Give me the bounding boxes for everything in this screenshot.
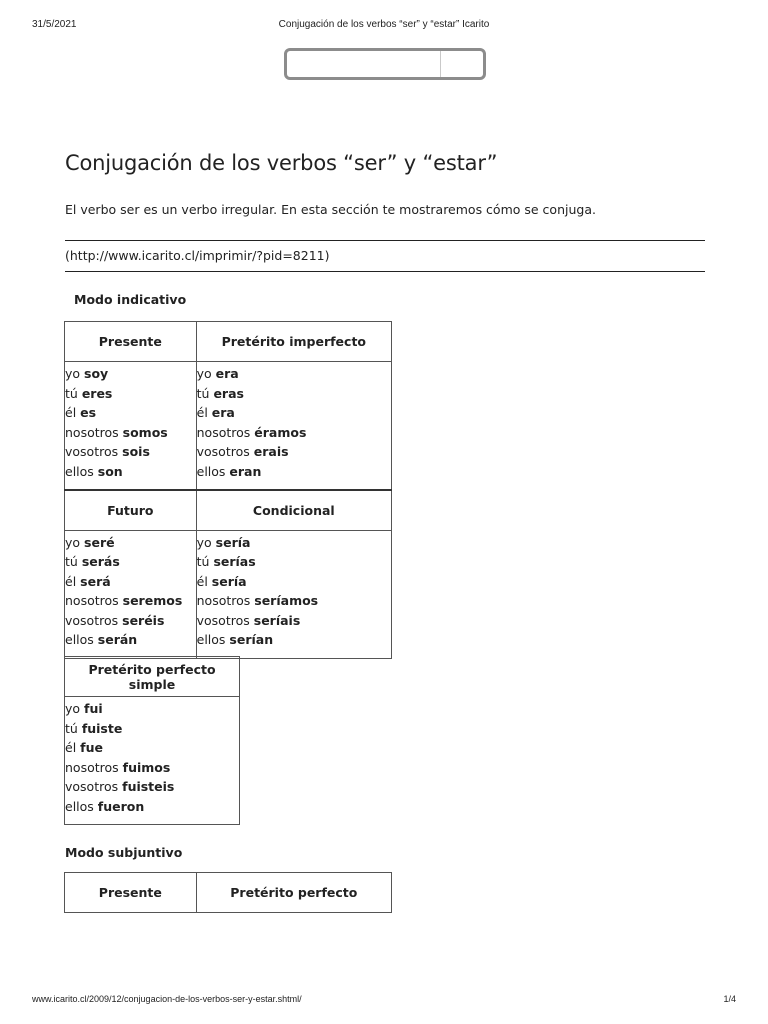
conjugation-line: tú eras	[196, 385, 244, 401]
conjugation-line: ellos eran	[196, 463, 262, 479]
conjugation-line: tú eres	[65, 385, 113, 401]
conjugation-line: él será	[65, 573, 111, 589]
conjugation-line: él es	[65, 405, 97, 420]
header-perfecto-simple: Pretérito perfecto simple	[65, 657, 240, 697]
conjugation-line: vosotros fuisteis	[65, 779, 175, 794]
conjugation-line: ellos fueron	[65, 798, 145, 814]
conjugation-line: vosotros seríais	[196, 612, 301, 628]
print-footer-url: www.icarito.cl/2009/12/conjugacion-de-los-verbos-ser-y-estar.shtml/	[32, 994, 302, 1004]
subjuntivo-table	[64, 872, 392, 913]
table-row	[65, 697, 240, 825]
imperfecto-cell	[196, 362, 391, 491]
divider-top	[65, 240, 705, 241]
table-header-row	[65, 873, 392, 913]
header-subj-presente: Presente	[65, 873, 197, 913]
conjugation-line: nosotros éramos	[196, 424, 307, 440]
perfecto-simple-table	[64, 656, 240, 825]
conjugation-line: vosotros sois	[65, 444, 150, 459]
header-condicional: Condicional	[196, 490, 391, 530]
conjugation-line: vosotros erais	[196, 444, 289, 459]
table-row	[65, 362, 392, 491]
conjugation-line: yo fui	[65, 701, 103, 716]
presente-cell	[65, 362, 197, 491]
futuro-cell	[65, 530, 197, 658]
article-title: Conjugación de los verbos “ser” y “estar”	[65, 151, 498, 175]
conjugation-line: nosotros seremos	[65, 593, 183, 608]
conjugation-line: tú serás	[65, 554, 120, 569]
print-page-number: 1/4	[723, 994, 736, 1004]
conjugation-line: nosotros fuimos	[65, 759, 171, 775]
conjugation-line: ellos serían	[196, 632, 274, 647]
conjugation-line: él era	[196, 405, 235, 420]
conjugation-line: yo era	[196, 366, 239, 381]
table-row	[65, 530, 392, 658]
divider-bottom	[65, 271, 705, 272]
conjugation-line: nosotros somos	[65, 424, 168, 440]
header-presente: Presente	[65, 322, 197, 362]
print-page-title: Conjugación de los verbos “ser” y “estar” Icarito	[278, 19, 490, 30]
conjugation-line: tú serías	[196, 554, 256, 569]
conjugation-line: yo sería	[196, 534, 251, 550]
indicativo-table	[64, 321, 392, 659]
print-date: 31/5/2021	[32, 19, 77, 30]
header-futuro: Futuro	[65, 490, 197, 530]
conjugation-line: yo soy	[65, 366, 109, 381]
subjuntivo-label: Modo subjuntivo	[65, 845, 183, 860]
conjugation-line: tú fuiste	[65, 720, 123, 736]
table-header-row	[65, 322, 392, 362]
conjugation-line: él fue	[65, 740, 103, 755]
search-input[interactable]	[284, 48, 486, 80]
conjugation-line: vosotros seréis	[65, 612, 165, 628]
print-link[interactable]: (http://www.icarito.cl/imprimir/?pid=8211)	[65, 248, 330, 263]
condicional-cell	[196, 530, 391, 658]
table-header-row	[65, 657, 240, 697]
conjugation-line: ellos serán	[65, 632, 138, 647]
article-intro: El verbo ser es un verbo irregular. En esta sección te mostraremos cómo se conjuga.	[65, 202, 596, 217]
conjugation-line: ellos son	[65, 463, 123, 479]
table-header-row	[65, 490, 392, 530]
header-imperfecto: Pretérito imperfecto	[196, 322, 391, 362]
conjugation-line: él sería	[196, 573, 247, 589]
indicativo-label: Modo indicativo	[74, 292, 187, 307]
header-subj-perfecto: Pretérito perfecto	[196, 873, 391, 913]
conjugation-line: nosotros seríamos	[196, 593, 319, 608]
search-field-inner[interactable]	[287, 51, 441, 77]
conjugation-line: yo seré	[65, 534, 115, 550]
perfecto-simple-cell	[65, 697, 240, 825]
